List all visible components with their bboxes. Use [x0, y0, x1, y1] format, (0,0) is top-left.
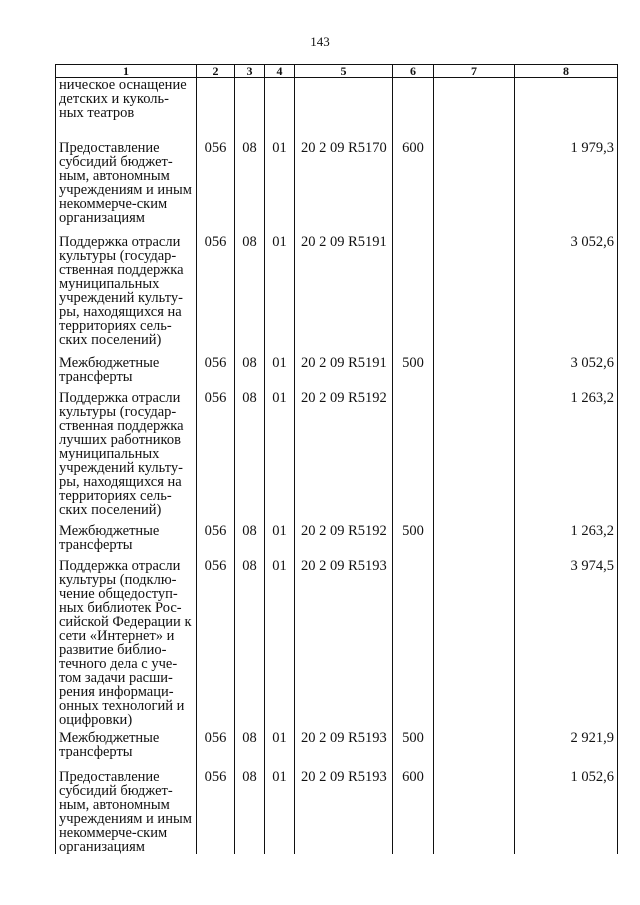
header-col-3: 3	[235, 65, 265, 78]
table-row	[56, 770, 618, 854]
row-expense-type	[393, 235, 434, 356]
row-amount: 1 263,2	[515, 524, 618, 559]
row-col7	[434, 524, 515, 559]
header-row	[56, 65, 618, 78]
header-col-7: 7	[434, 65, 515, 78]
row-col7	[434, 235, 515, 356]
row-target-code: 20 2 09 R5170	[295, 141, 393, 235]
budget-table	[55, 64, 618, 854]
row-col7	[434, 770, 515, 854]
row-subsection: 01	[265, 524, 295, 559]
row-subsection: 01	[265, 141, 295, 235]
table-row	[56, 524, 618, 559]
row-expense-type: 600	[393, 141, 434, 235]
row-name: Предоставление субсидий бюджет-ным, автономным учреждениям и иным некоммерче-ским организациям	[56, 770, 197, 854]
row-section: 08	[235, 235, 265, 356]
row-amount: 2 921,9	[515, 731, 618, 770]
row-name: Поддержка отрасли культуры (подклю-чение общедоступ-ных библиотек Рос-сийской Федерации к сети «Интернет» и развитие библио-течного дела с уче-том задачи расши-рения информаци-онных технологий и оцифровки)	[56, 559, 197, 731]
table-body	[56, 78, 618, 854]
row-target-code: 20 2 09 R5192	[295, 524, 393, 559]
row-admin-code	[197, 78, 235, 141]
row-target-code: 20 2 09 R5193	[295, 731, 393, 770]
row-admin-code: 056	[197, 770, 235, 854]
row-target-code: 20 2 09 R5191	[295, 356, 393, 391]
header-col-4: 4	[265, 65, 295, 78]
row-name: Межбюджетные трансферты	[56, 524, 197, 559]
row-col7	[434, 78, 515, 141]
row-amount: 3 974,5	[515, 559, 618, 731]
row-subsection: 01	[265, 770, 295, 854]
row-col7	[434, 356, 515, 391]
row-col7	[434, 141, 515, 235]
page-number: 143	[310, 34, 330, 49]
row-admin-code: 056	[197, 524, 235, 559]
table-row	[56, 391, 618, 524]
row-name: Межбюджетные трансферты	[56, 731, 197, 770]
header-col-8: 8	[515, 65, 618, 78]
row-section: 08	[235, 524, 265, 559]
row-col7	[434, 731, 515, 770]
row-name: ническое оснащение детских и куколь-ных театров	[56, 78, 197, 141]
row-name: Поддержка отрасли культуры (государ-ственная поддержка лучших работников муниципальных учреждений культу-ры, находящихся на территориях сель-ских поселений)	[56, 391, 197, 524]
row-amount: 1 052,6	[515, 770, 618, 854]
row-expense-type: 600	[393, 770, 434, 854]
row-subsection: 01	[265, 391, 295, 524]
row-subsection: 01	[265, 731, 295, 770]
row-target-code: 20 2 09 R5191	[295, 235, 393, 356]
row-name: Межбюджетные трансферты	[56, 356, 197, 391]
row-expense-type: 500	[393, 524, 434, 559]
table-row	[56, 559, 618, 731]
row-admin-code: 056	[197, 559, 235, 731]
row-amount: 3 052,6	[515, 235, 618, 356]
row-subsection	[265, 78, 295, 141]
row-expense-type	[393, 391, 434, 524]
row-section: 08	[235, 731, 265, 770]
row-amount: 1 263,2	[515, 391, 618, 524]
row-name: Предоставление субсидий бюджет-ным, автономным учреждениям и иным некоммерче-ским организациям	[56, 141, 197, 235]
row-col7	[434, 391, 515, 524]
row-subsection: 01	[265, 235, 295, 356]
row-admin-code: 056	[197, 141, 235, 235]
row-amount	[515, 78, 618, 141]
row-section: 08	[235, 356, 265, 391]
table-row	[56, 235, 618, 356]
row-section: 08	[235, 141, 265, 235]
row-amount: 1 979,3	[515, 141, 618, 235]
row-subsection: 01	[265, 559, 295, 731]
table-row	[56, 356, 618, 391]
row-expense-type	[393, 559, 434, 731]
row-subsection: 01	[265, 356, 295, 391]
row-target-code: 20 2 09 R5192	[295, 391, 393, 524]
row-target-code: 20 2 09 R5193	[295, 770, 393, 854]
header-col-2: 2	[197, 65, 235, 78]
header-col-5: 5	[295, 65, 393, 78]
row-admin-code: 056	[197, 235, 235, 356]
row-amount: 3 052,6	[515, 356, 618, 391]
row-admin-code: 056	[197, 731, 235, 770]
row-expense-type: 500	[393, 356, 434, 391]
table-row	[56, 78, 618, 141]
row-admin-code: 056	[197, 356, 235, 391]
row-section: 08	[235, 391, 265, 524]
header-col-6: 6	[393, 65, 434, 78]
header-col-1: 1	[56, 65, 197, 78]
row-expense-type	[393, 78, 434, 141]
row-admin-code: 056	[197, 391, 235, 524]
row-expense-type: 500	[393, 731, 434, 770]
table-row	[56, 141, 618, 235]
table-row	[56, 731, 618, 770]
row-section	[235, 78, 265, 141]
row-target-code: 20 2 09 R5193	[295, 559, 393, 731]
row-section: 08	[235, 559, 265, 731]
row-col7	[434, 559, 515, 731]
row-target-code	[295, 78, 393, 141]
row-section: 08	[235, 770, 265, 854]
row-name: Поддержка отрасли культуры (государ-ственная поддержка муниципальных учреждений культу-ры, находящихся на территориях сель-ских поселений)	[56, 235, 197, 356]
